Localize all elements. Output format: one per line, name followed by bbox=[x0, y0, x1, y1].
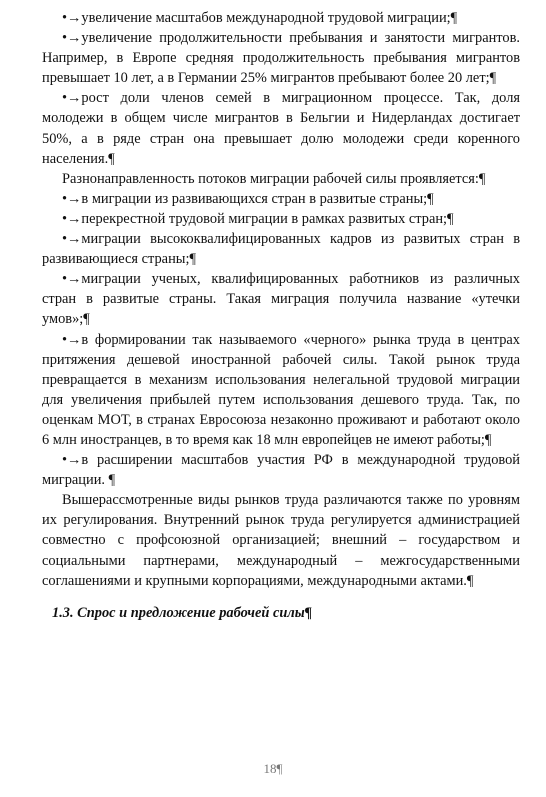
bullet-paragraph: •→перекрестной трудовой миграции в рамках развитых стран;¶ bbox=[62, 210, 454, 227]
bullet-paragraph: •→в расширении масштабов участия РФ в международной трудовой миграции. ¶ bbox=[42, 452, 520, 489]
bullet-paragraph: •→увеличение продолжительности пребывания и занятости мигрантов. Например, в Европе средняя продолжительность пребывания мигрантов превышает 10 лет, а в Германии 25% мигрантов пребывают более 20 лет;¶ bbox=[42, 30, 520, 87]
bullet-paragraph: •→миграции высококвалифицированных кадров из развитых стран в развивающиеся страны;¶ bbox=[42, 231, 520, 268]
bullet-paragraph: •→в миграции из развивающихся стран в развитые страны;¶ bbox=[62, 190, 434, 207]
body-paragraph: Разнонаправленность потоков миграции рабочей силы проявляется:¶ bbox=[62, 170, 486, 187]
section-heading: 1.3. Спрос и предложение рабочей силы¶ bbox=[52, 604, 312, 621]
bullet-paragraph: •→увеличение масштабов международной трудовой миграции;¶ bbox=[62, 10, 458, 26]
bullet-paragraph: •→в формировании так называемого «черного» рынка труда в центрах притяжения дешевой иностранной рабочей силы. Такой рынок труда превращается в механизм использования нелегальной трудовой миграции для увеличения прибылей путем использования дешевого труда. Так, по оценкам МОТ, в странах Евросоюза незаконно проживают и работают около 6 млн иностранцев, в то время как 18 млн европейцев не имеют работы;¶ bbox=[42, 331, 520, 448]
bullet-paragraph: •→миграции ученых, квалифицированных работников из различных стран в развитые страны. Такая миграция получила название «утечки умов»;¶ bbox=[42, 271, 520, 328]
document-body bbox=[42, 8, 520, 623]
page-number: 18¶ bbox=[263, 761, 283, 776]
bullet-paragraph: •→рост доли членов семей в миграционном процессе. Так, доля молодежи в общем числе мигрантов в Бельгии и Нидерландах достигает 50%, а в ряде стран она превышает долю молодежи среди коренного населения.¶ bbox=[42, 90, 520, 167]
body-paragraph: Вышерассмотренные виды рынков труда различаются также по уровням их регулирования. Внутренний рынок труда регулируется администрацией совместно с профсоюзной организацией; внешний – государством и социальными партнерами, международный – межгосударственными соглашениями и крупными корпорациями, международными актами.¶ bbox=[42, 492, 520, 589]
